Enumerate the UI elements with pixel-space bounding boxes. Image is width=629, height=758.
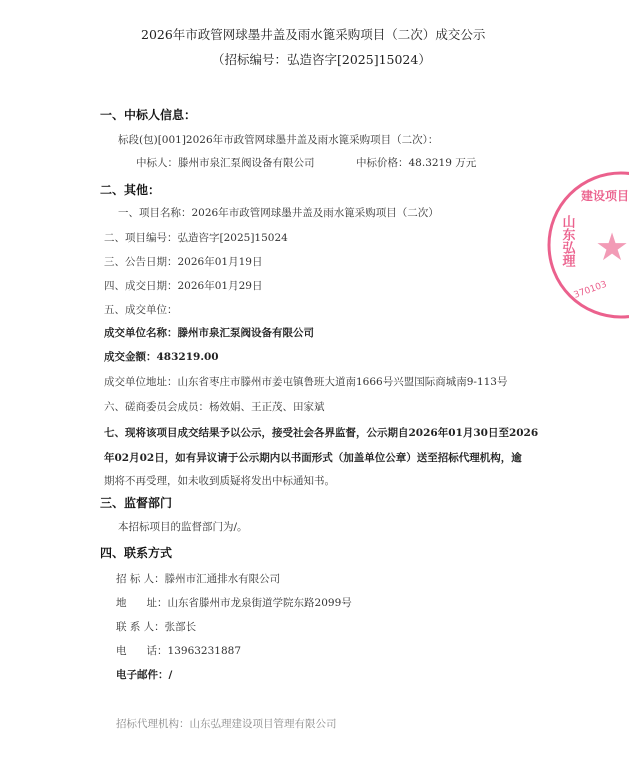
star-icon: ★ [595, 225, 629, 269]
section-1-heading: 一、中标人信息： [100, 108, 197, 122]
deal-amount-line: 成交金额：483219.00 [104, 351, 219, 363]
project-name-line: 一、项目名称：2026年市政管网球墨井盖及雨水篦采购项目（二次） [118, 207, 439, 219]
section-3-heading: 三、监督部门 [100, 496, 173, 510]
winner-row [136, 156, 315, 170]
contact-line: 联 系 人：张部长 [116, 621, 197, 633]
address-line: 地 址：山东省滕州市龙泉街道学院东路2099号 [116, 597, 352, 609]
document-title: 2026年市政管网球墨井盖及雨水篦采购项目（二次）成交公示 [141, 27, 486, 42]
project-number-line: 二、项目编号：弘造咨字[2025]15024 [104, 232, 288, 244]
winner-label: 中标人： [136, 157, 178, 169]
tender-number: （招标编号：弘造咨字[2025]15024） [212, 52, 431, 67]
deal-unit-line: 五、成交单位： [104, 304, 178, 316]
announce-date-line: 三、公告日期：2026年01月19日 [104, 256, 263, 268]
notice-line-2: 年02月02日，如有异议请于公示期内以书面形式（加盖单位公章）送至招标代理机构，逾 [104, 452, 522, 464]
notice-line-3: 期将不再受理，如未收到质疑将发出中标通知书。 [104, 475, 335, 487]
official-seal [545, 170, 629, 320]
seal-text: 山东弘理 [559, 215, 575, 267]
deal-date-line: 四、成交日期：2026年01月29日 [104, 280, 263, 292]
price-label: 中标价格： [356, 157, 409, 169]
winner-name: 滕州市泉汇泵阀设备有限公司 [178, 157, 315, 169]
email-line: 电子邮件：/ [116, 669, 173, 681]
lot-line: 标段(包)[001]2026年市政管网球墨井盖及雨水篦采购项目（二次）： [118, 134, 439, 146]
price-row [356, 156, 476, 170]
supervision-text: 本招标项目的监督部门为/。 [118, 521, 248, 533]
seal-text-top: 建设项目 [581, 189, 629, 203]
tenderer-line: 招 标 人：滕州市汇通排水有限公司 [116, 573, 281, 585]
committee-line: 六、磋商委员会成员：杨效娟、王正茂、田家斌 [104, 401, 325, 413]
deal-address-line: 成交单位地址：山东省枣庄市滕州市姜屯镇鲁班大道南1666号兴盟国际商城南9-113号 [104, 376, 508, 388]
deal-unit-name-line: 成交单位名称：滕州市泉汇泵阀设备有限公司 [104, 327, 314, 339]
price-value: 48.3219 万元 [408, 157, 477, 169]
section-4-heading: 四、联系方式 [100, 546, 173, 560]
seal-number: 370103 [572, 279, 609, 301]
section-2-heading: 二、其他： [100, 183, 161, 197]
notice-line-1: 七、现将该项目成交结果予以公示，接受社会各界监督，公示期自2026年01月30日至2026 [104, 427, 539, 439]
agency-line: 招标代理机构：山东弘理建设项目管理有限公司 [116, 718, 337, 730]
phone-line: 电 话：13963231887 [116, 645, 242, 657]
